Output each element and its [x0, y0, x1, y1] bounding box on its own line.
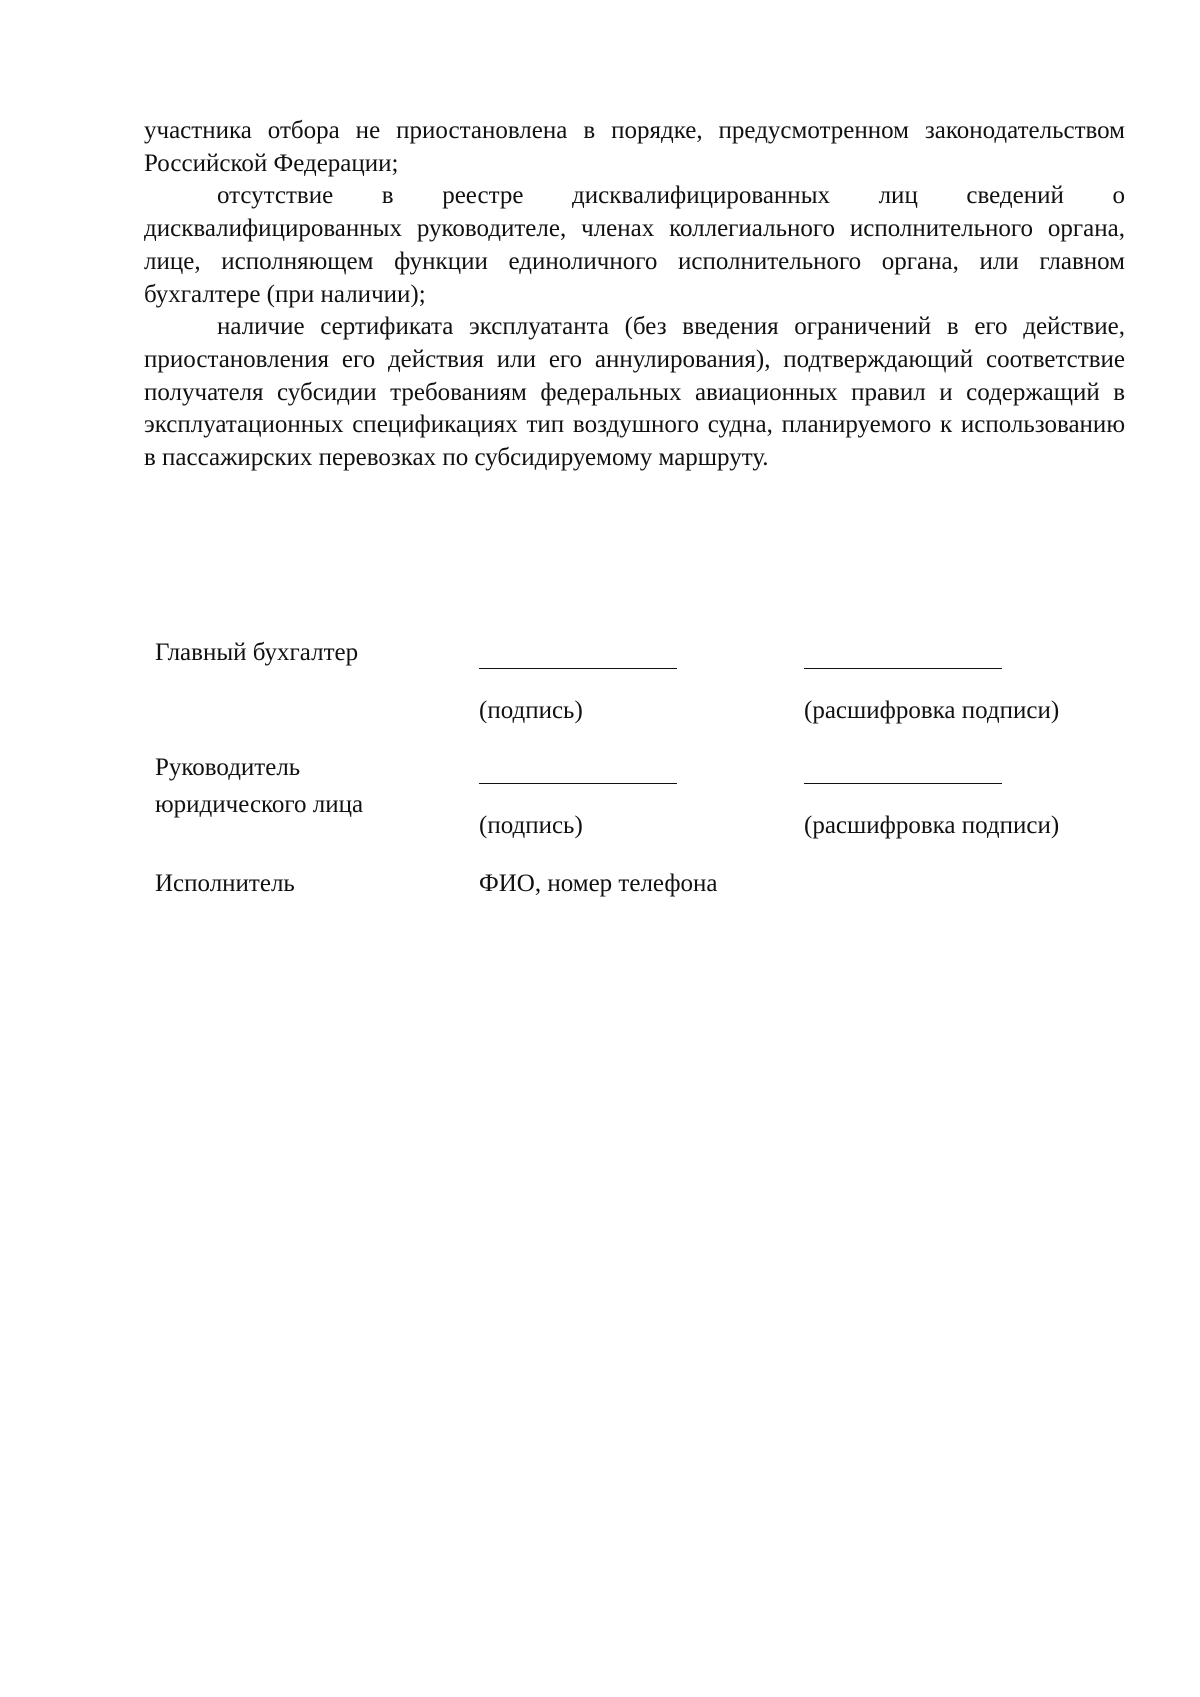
chief-accountant-signature-line [479, 668, 677, 669]
executor-label: Исполнитель [155, 870, 295, 897]
head-label [155, 749, 363, 823]
head-signature-line [479, 783, 677, 784]
paragraph-disqualified-registry: отсутствие в реестре дисквалифицированных лиц сведений о дисквалифицированных руководителе, членах коллегиального исполнительного органа, лице, исполняющем функции единоличного исполнительного органа, или главном бухгалтере (при наличии); [144, 182, 1125, 308]
head-decoding-caption: (расшифровка подписи) [804, 812, 1060, 839]
head-label-line2: юридического лица [155, 791, 364, 818]
paragraph-participant-status: участника отбора не приостановлена в порядке, предусмотренном законодательством Российской Федерации; [144, 117, 1125, 177]
chief-accountant-signature-caption: (подпись) [479, 697, 583, 724]
chief-accountant-label: Главный бухгалтер [155, 639, 359, 666]
head-label-line1: Руководитель [155, 754, 301, 781]
chief-accountant-decoding-line [804, 668, 1002, 669]
paragraph-operator-certificate: наличие сертификата эксплуатанта (без введения ограничений в его действие, приостановления его действия или его аннулирования), подтверждающий соответствие получателя субсидии требованиям федеральных авиационных правил и содержащий в эксплуатационных спецификациях тип воздушного судна, планируемого к использованию в пассажирских перевозках по субсидируемому маршруту. [144, 313, 1125, 472]
chief-accountant-decoding-caption: (расшифровка подписи) [804, 697, 1060, 724]
head-decoding-line [804, 783, 1002, 784]
head-signature-caption: (подпись) [479, 812, 583, 839]
executor-value: ФИО, номер телефона [479, 870, 718, 897]
